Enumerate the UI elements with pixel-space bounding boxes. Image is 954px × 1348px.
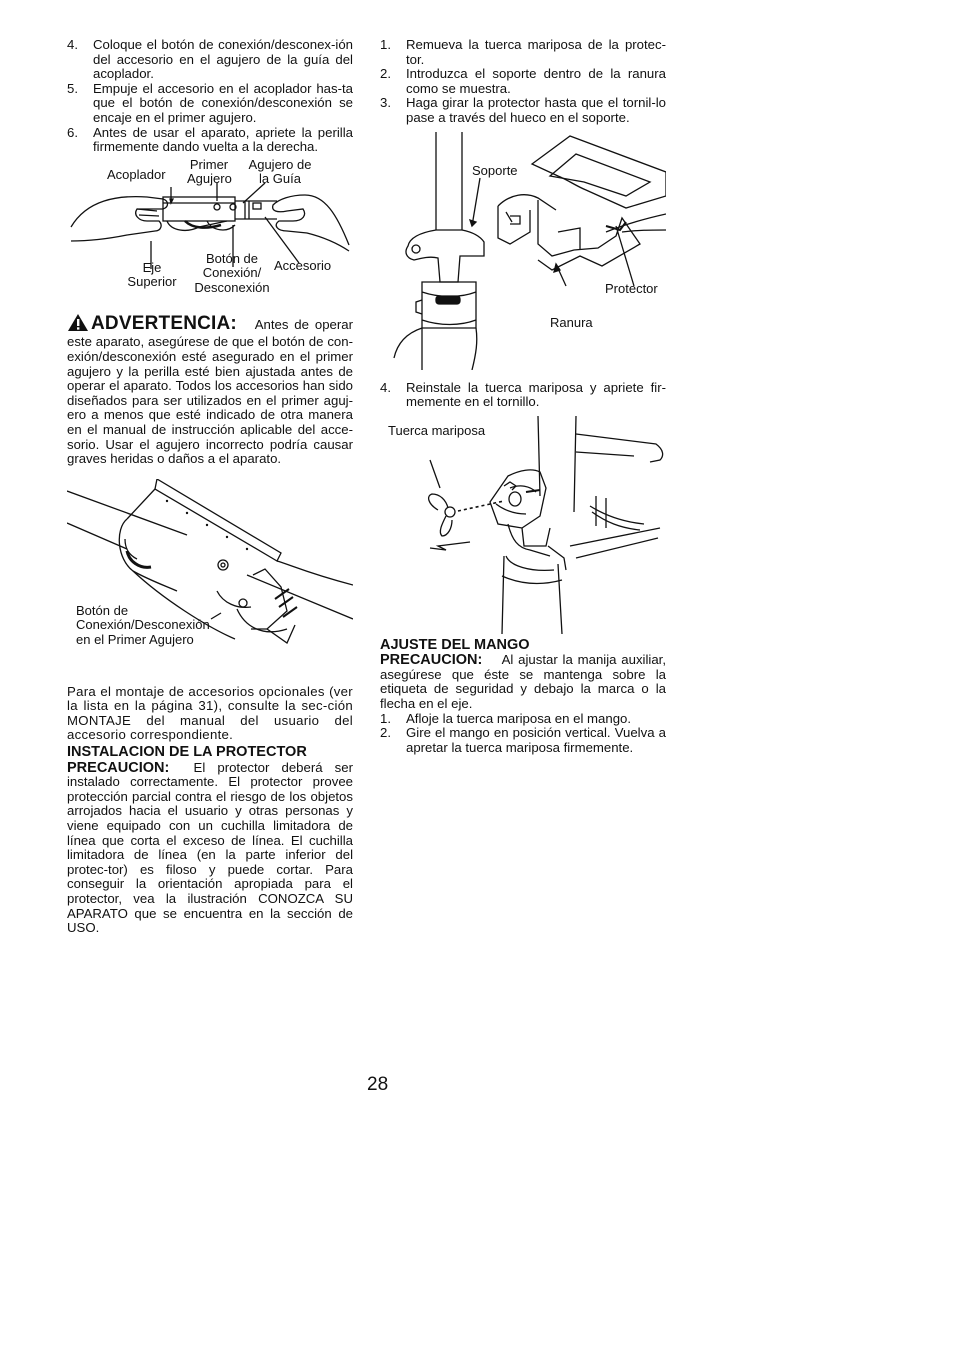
step-item	[380, 38, 666, 67]
step-number: 2.	[380, 725, 391, 741]
reinstall-step	[380, 381, 666, 410]
step-number: 6.	[67, 124, 78, 140]
step-item	[380, 67, 666, 96]
wing-nut-illustration	[380, 416, 666, 634]
label-line: Agujero	[187, 171, 232, 187]
step-number: 4.	[380, 379, 391, 395]
label-line: Botón de	[205, 250, 259, 266]
shaft-coupler-figure	[67, 479, 353, 685]
label-line: en el Primer Agujero	[76, 631, 194, 647]
mango-steps	[380, 712, 666, 756]
shaft-coupler-illustration	[67, 479, 353, 685]
page-number: 28	[367, 1074, 389, 1095]
step-item	[380, 381, 666, 410]
protector-steps	[380, 38, 666, 126]
step-item	[380, 96, 666, 125]
step-item	[67, 82, 353, 126]
warning-text: Antes de operar este aparato, asegúrese de que el botón de con-exión/desconexión esté asegurado en el primer agujero y la perilla esté bien ajustada antes de operar el aparato. Todos los accesorios han sido diseñados para ser utilizados en el primer aguj-ero a menos que esté indicado de otra manera en el manual de instrucción aplicable del acce-sorio. Usar el agujero incorrecto podría causar graves heridas o daños a el aparato.	[67, 316, 354, 467]
label-eje-superior	[125, 261, 179, 290]
label-line: Conexión/Desconexión	[76, 617, 210, 633]
protector-heading: INSTALACION DE LA PROTECTOR	[67, 744, 307, 761]
step-text: Reinstale la tuerca mariposa y apriete fir-memente en el tornillo.	[406, 379, 666, 410]
accessory-paragraph: Para el montaje de accesorios opcionales (ver la lista en la página 31), consulte la sec-ción MONTAJE del manual del usuario del accesorio correspondiente.	[67, 683, 353, 743]
label-protector: Protector	[605, 280, 658, 296]
wing-nut-figure	[380, 416, 666, 634]
label-boton-primer-agujero	[76, 604, 210, 648]
label-line: Botón de	[76, 602, 129, 618]
step-item	[380, 726, 666, 755]
step-number: 5.	[67, 80, 78, 96]
step-text: Haga girar la protector hasta que el tornil-lo pase a través del hueco en el soporte.	[406, 95, 666, 125]
step-text: Coloque el botón de conexión/desconex-ión del accesorio en el agujero de la guía del acoplador.	[93, 37, 353, 82]
label-boton	[187, 252, 277, 296]
left-column	[67, 38, 353, 936]
label-ranura: Ranura	[550, 314, 593, 330]
label-primer-agujero	[187, 158, 231, 187]
coupler-figure	[67, 155, 353, 307]
warning-title: ADVERTENCIA:	[91, 312, 237, 334]
label-line: Agujero de	[248, 156, 312, 172]
warning-block	[67, 313, 353, 467]
mango-caution	[380, 653, 666, 711]
label-agujero-guia	[247, 158, 313, 187]
protector-caution	[67, 761, 353, 936]
label-acoplador: Acoplador	[107, 166, 166, 182]
step-item	[67, 126, 353, 155]
label-line: Desconexión	[194, 279, 270, 295]
step-text: Introduzca el soporte dentro de la ranura como se muestra.	[406, 66, 666, 96]
step-text: Gire el mango en posición vertical. Vuelva a apretar la tuerca mariposa firmemente.	[406, 725, 666, 755]
step-number: 1.	[380, 710, 391, 726]
caution-text: El protector deberá ser instalado correctamente. El protector provee protección parcial contra el riesgo de los objetos arrojados hacia el usuario y otras personas y viene equipado con un cuchilla limitadora de línea que corta el exceso de línea. El cuchilla limitadora de línea (en la parte inferior del protec-tor) es filoso y puede cortar. Para conseguir la orientación apropiada para el protector, vea la ilustración CONOZCA SU APARATO que se encuentra en la sección de USO.	[67, 759, 353, 936]
step-text: Remueva la tuerca mariposa de la protec-tor.	[406, 37, 666, 67]
step-item	[67, 38, 353, 82]
caution-label: PRECAUCION:	[67, 759, 170, 776]
step-number: 3.	[380, 95, 391, 111]
protector-illustration	[380, 132, 666, 370]
label-line: la Guía	[259, 171, 301, 187]
step-number: 4.	[67, 37, 78, 52]
step-text: Afloje la tuerca mariposa en el mango.	[406, 710, 632, 726]
protector-figure	[380, 132, 666, 370]
step-text: Empuje el accesorio en el acoplador has-ta que el botón de conexión/desconexión se encaje en el primer agujero.	[93, 80, 353, 125]
label-soporte: Soporte	[472, 162, 518, 178]
label-line: Superior	[127, 274, 177, 290]
label-line: Conexión/	[202, 265, 262, 281]
step-number: 1.	[380, 37, 391, 52]
caution-text: Al ajustar la manija auxiliar, asegúrese que éste se mantenga sobre la etiqueta de seguridad y debajo la marca o la flecha en el eje.	[380, 652, 666, 712]
label-line: Eje	[142, 259, 162, 275]
label-line: Primer	[189, 156, 229, 172]
warning-triangle-icon	[67, 313, 89, 336]
step-text: Antes de usar el aparato, apriete la perilla firmemente dando vuelta a la derecha.	[93, 124, 353, 155]
right-column	[380, 38, 666, 755]
step-number: 2.	[380, 66, 391, 82]
step-item	[380, 712, 666, 727]
caution-label: PRECAUCION:	[380, 652, 483, 669]
label-tuerca-mariposa: Tuerca mariposa	[388, 422, 486, 438]
label-accesorio: Accesorio	[274, 257, 332, 273]
coupler-steps	[67, 38, 353, 155]
mango-heading: AJUSTE DEL MANGO	[380, 636, 530, 653]
